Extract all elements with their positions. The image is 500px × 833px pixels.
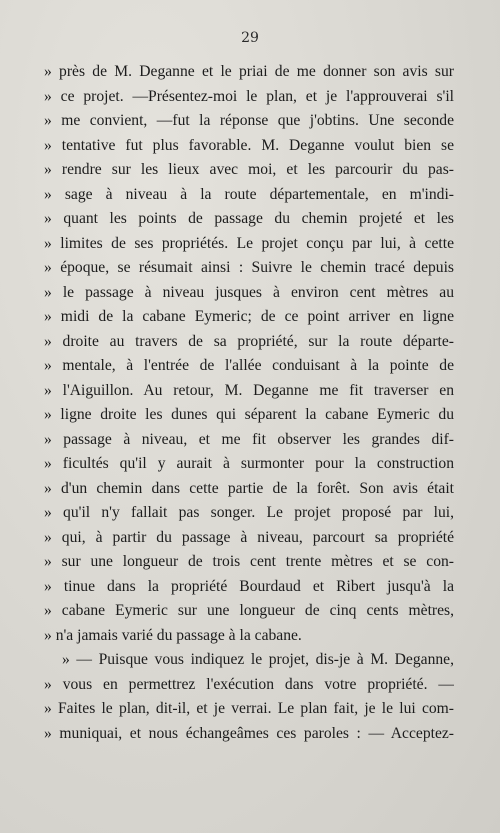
text-line: » d'un chemin dans cette partie de la forêt. Son avis était [44,479,454,497]
text-line: » vous en permettrez l'exécution dans votre propriété. — [44,675,454,693]
text-line: » tentative fut plus favorable. M. Deganne voulut bien se [44,136,454,154]
text-line: » midi de la cabane Eymeric; de ce point arriver en ligne [44,308,454,325]
text-line: » qu'il n'y fallait pas songer. Le projet proposé par lui, [44,504,454,521]
text-line: » Faites le plan, dit-il, et je verrai. Le plan fait, je le lui com- [44,700,454,717]
text-line: » sur une longueur de trois cent trente mètres et se con- [44,553,454,570]
text-line: » cabane Eymeric sur une longueur de cinq cents mètres, [44,602,454,619]
text-line: » limites de ses propriétés. Le projet conçu par lui, à cette [44,234,454,252]
text-line: » — Puisque vous indiquez le projet, dis-je à M. Deganne, [62,651,454,668]
text-line: » sage à niveau à la route départementale, en m'indi- [44,185,454,203]
text-line: » mentale, à l'entrée de l'allée conduisant à la pointe de [44,357,454,374]
text-body [44,60,454,746]
text-line: » rendre sur les lieux avec moi, et les parcourir du pas- [44,161,454,178]
text-line: » époque, se résumait ainsi : Suivre le chemin tracé depuis [44,259,454,276]
text-line: » quant les points de passage du chemin projeté et les [44,210,454,227]
text-line: » le passage à niveau jusques à environ cent mètres au [44,283,454,301]
text-line: » près de M. Deganne et le priai de me donner son avis sur [44,63,454,80]
text-line: » n'a jamais varié du passage à la cabane. [44,626,302,644]
text-line: » muniquai, et nous échangeâmes ces paroles : — Acceptez- [44,724,454,742]
text-line: » ligne droite les dunes qui séparent la cabane Eymeric du [44,406,454,423]
text-line: » droite au travers de sa propriété, sur la route départe- [44,332,454,350]
text-line: » passage à niveau, et me fit observer les grandes dif- [44,430,454,448]
text-line: » tinue dans la propriété Bourdaud et Ribert jusqu'à la [44,577,454,595]
page-number: 29 [241,30,259,46]
text-line: » me convient, —fut la réponse que j'obtins. Une seconde [44,112,454,129]
text-line: » ficultés qu'il y aurait à surmonter pour la construction [44,455,454,472]
text-line: » l'Aiguillon. Au retour, M. Deganne me fit traverser en [44,381,454,399]
text-line: » ce projet. —Présentez-moi le plan, et je l'approuverai s'il [44,87,454,105]
text-line: » qui, à partir du passage à niveau, parcourt sa propriété [44,528,454,546]
